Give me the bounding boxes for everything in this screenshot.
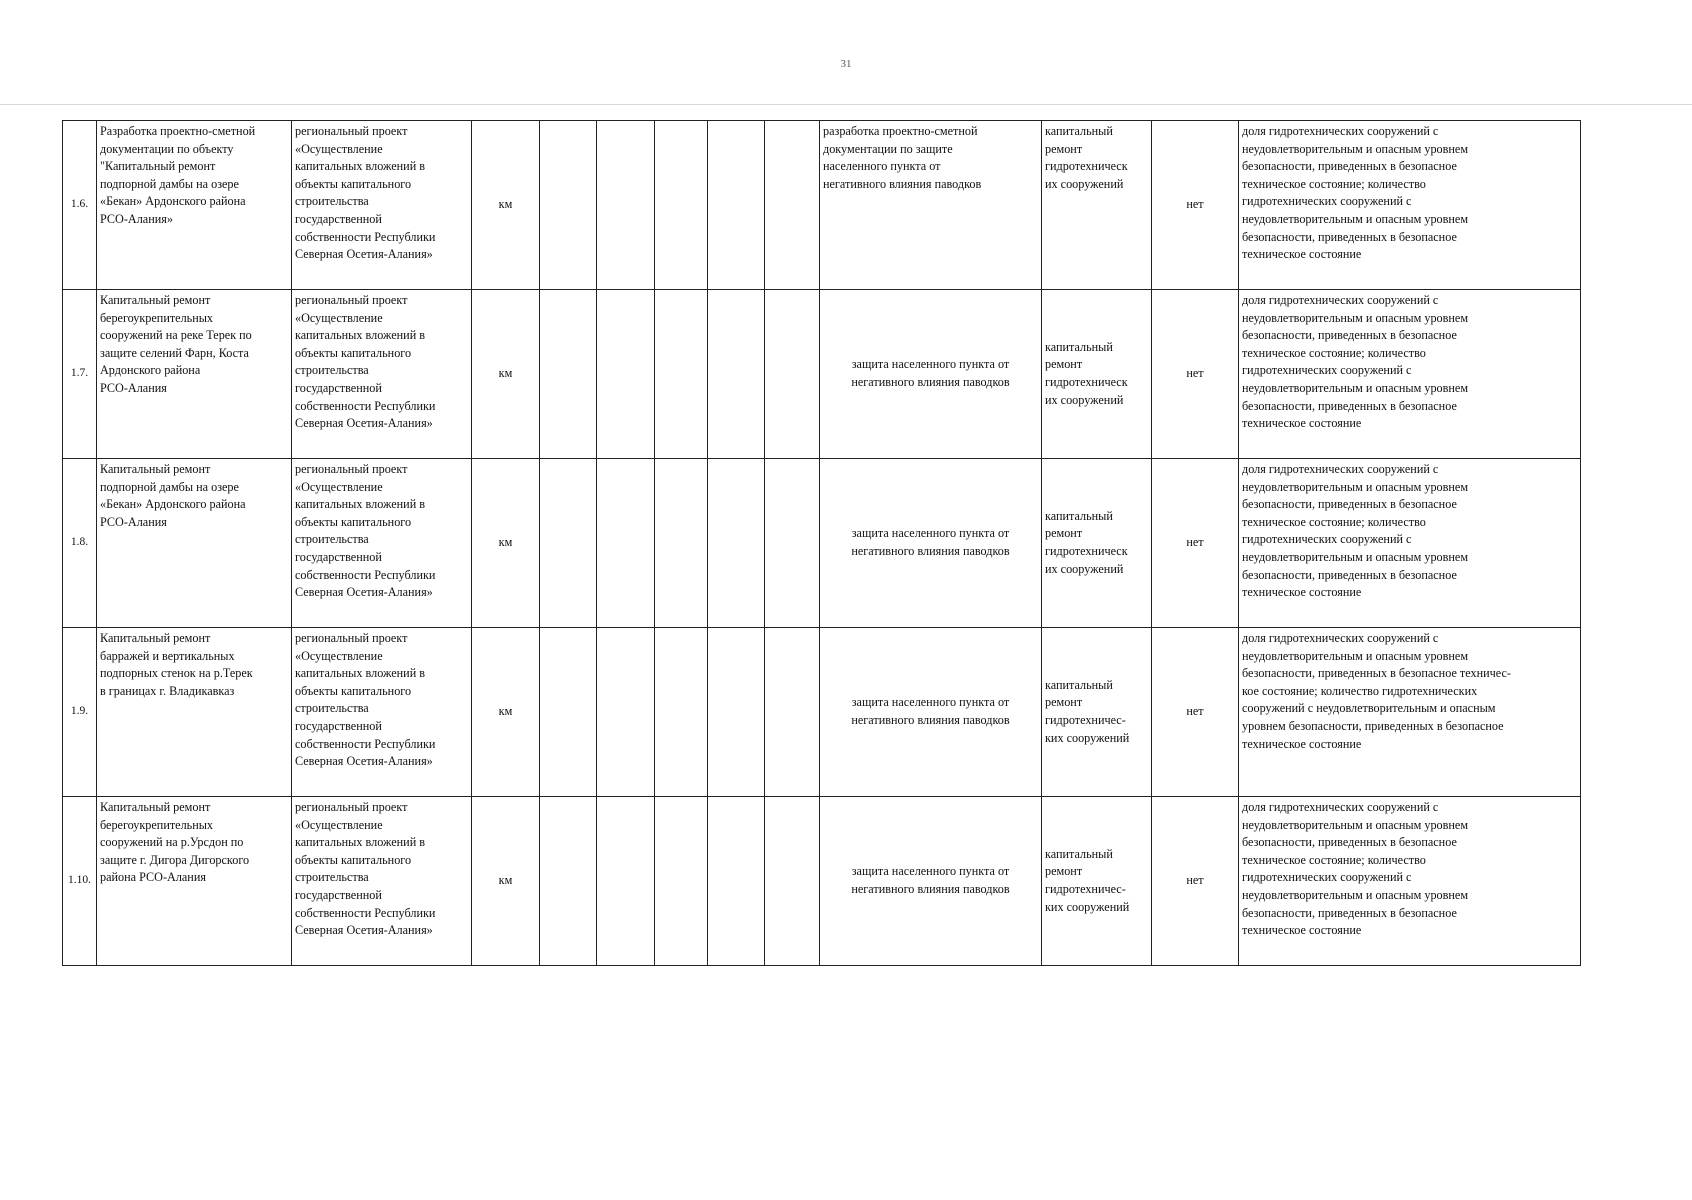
row-index-text: 1.10. [68,874,91,887]
empty-cell [708,797,765,966]
work-type [1042,290,1152,459]
empty-cell [597,628,655,797]
work-type-text: капитальный ремонт гидротехническ их сооружений [1045,124,1128,191]
regional-project [292,121,472,290]
empty-cell [597,459,655,628]
unit-of-measure [472,628,540,797]
empty-cell [765,797,820,966]
object-name-text: Разработка проектно-сметной документации по объекту "Капитальный ремонт подпорной дамбы на озере «Бекан» Ардонского района РСО-Алания» [100,124,256,226]
flag-value [1152,290,1239,459]
object-name [97,459,292,628]
work-type [1042,628,1152,797]
table-row [63,121,1581,290]
row-index [63,459,97,628]
flag-value-text: нет [1186,197,1204,212]
empty-cell [655,797,708,966]
empty-cell [540,797,597,966]
unit-of-measure-text: км [498,535,513,550]
empty-cell [597,797,655,966]
work-type [1042,797,1152,966]
measure-purpose [820,797,1042,966]
object-name [97,628,292,797]
row-index [63,290,97,459]
empty-cell [708,628,765,797]
result-indicator [1239,121,1581,290]
row-index [63,628,97,797]
empty-cell [597,290,655,459]
row-index-text: 1.9. [70,705,89,718]
row-index [63,121,97,290]
unit-of-measure-text: км [498,366,513,381]
empty-cell [765,290,820,459]
table-row [63,459,1581,628]
empty-cell [655,628,708,797]
object-name-text: Капитальный ремонт барражей и вертикальных подпорных стенок на р.Терек в границах г. Владикавказ [100,631,253,698]
unit-of-measure-text: км [498,873,513,888]
result-indicator [1239,628,1581,797]
measure-purpose-text: защита населенного пункта от негативного влияния паводков [851,695,1010,727]
regional-project [292,290,472,459]
object-name [97,797,292,966]
regional-project [292,628,472,797]
measure-purpose [820,121,1042,290]
regional-project-text: региональный проект «Осуществление капитальных вложений в объекты капитального строительства государственной собственности Республики Северная Осетия-Алания» [295,462,436,600]
empty-cell [540,628,597,797]
result-indicator-text: доля гидротехнических сооружений с неудовлетворительным и опасным уровнем безопасности, приведенных в безопасное техническое состояние; количество гидротехнических сооружений с неудовлетворительным и опасным уровнем безопасности, приведенных в безопасное техническое состояние [1242,293,1469,431]
measure-purpose [820,459,1042,628]
empty-cell [765,628,820,797]
empty-cell [765,121,820,290]
flag-value-text: нет [1186,535,1204,550]
empty-cell [765,459,820,628]
result-indicator-text: доля гидротехнических сооружений с неудовлетворительным и опасным уровнем безопасности, приведенных в безопасное техническое состояние; количество гидротехнических сооружений с неудовлетворительным и опасным уровнем безопасности, приведенных в безопасное техническое состояние [1242,124,1469,262]
measure-purpose [820,290,1042,459]
regional-project-text: региональный проект «Осуществление капитальных вложений в объекты капитального строительства государственной собственности Республики Северная Осетия-Алания» [295,631,436,769]
result-indicator-text: доля гидротехнических сооружений с неудовлетворительным и опасным уровнем безопасности, приведенных в безопасное техническое состояние; количество гидротехнических сооружений с неудовлетворительным и опасным уровнем безопасности, приведенных в безопасное техническое состояние [1242,800,1469,938]
flag-value [1152,797,1239,966]
flag-value [1152,121,1239,290]
empty-cell [597,121,655,290]
empty-cell [655,121,708,290]
unit-of-measure-text: км [498,197,513,212]
regional-project [292,797,472,966]
empty-cell [655,290,708,459]
empty-cell [708,459,765,628]
measure-purpose [820,628,1042,797]
empty-cell [540,459,597,628]
regional-project-text: региональный проект «Осуществление капитальных вложений в объекты капитального строительства государственной собственности Республики Северная Осетия-Алания» [295,124,436,262]
work-type-text: капитальный ремонт гидротехническ их сооружений [1045,508,1128,576]
page-number: 31 [840,58,852,70]
object-name-text: Капитальный ремонт берегоукрепительных сооружений на р.Урсдон по защите г. Дигора Дигорского района РСО-Алания [100,800,250,885]
empty-cell [540,121,597,290]
unit-of-measure [472,121,540,290]
empty-cell [708,121,765,290]
empty-cell [540,290,597,459]
work-type [1042,459,1152,628]
unit-of-measure-text: км [498,704,513,719]
row-index-text: 1.7. [70,367,89,380]
result-indicator [1239,459,1581,628]
regional-project [292,459,472,628]
measure-purpose-text: разработка проектно-сметной документации по защите населенного пункта от негативного влияния паводков [823,124,982,191]
row-index-text: 1.6. [70,198,89,211]
work-type [1042,121,1152,290]
measures-table [62,120,1581,966]
table-row [63,628,1581,797]
work-type-text: капитальный ремонт гидротехничес- ких сооружений [1045,677,1130,745]
row-index-text: 1.8. [70,536,89,549]
flag-value-text: нет [1186,704,1204,719]
empty-cell [655,459,708,628]
flag-value-text: нет [1186,873,1204,888]
measure-purpose-text: защита населенного пункта от негативного влияния паводков [851,864,1010,896]
object-name [97,121,292,290]
object-name-text: Капитальный ремонт подпорной дамбы на озере «Бекан» Ардонского района РСО-Алания [100,462,246,529]
work-type-text: капитальный ремонт гидротехничес- ких сооружений [1045,846,1130,914]
result-indicator-text: доля гидротехнических сооружений с неудовлетворительным и опасным уровнем безопасности, приведенных в безопасное техническое состояние; количество гидротехнических сооружений с неудовлетворительным и опасным уровнем безопасности, приведенных в безопасное техническое состояние [1242,462,1469,600]
flag-value [1152,459,1239,628]
table-row [63,797,1581,966]
regional-project-text: региональный проект «Осуществление капитальных вложений в объекты капитального строительства государственной собственности Республики Северная Осетия-Алания» [295,293,436,431]
object-name-text: Капитальный ремонт берегоукрепительных сооружений на реке Терек по защите селений Фарн, Коста Ардонского района РСО-Алания [100,293,252,395]
result-indicator-text: доля гидротехнических сооружений с неудовлетворительным и опасным уровнем безопасности, приведенных в безопасное техничес- кое состояние; количество гидротехнических сооружений с неудовлетворительным и опасным уровнем безопасности, приведенных в безопасное техническое состояние [1242,631,1511,751]
flag-value-text: нет [1186,366,1204,381]
unit-of-measure [472,290,540,459]
flag-value [1152,628,1239,797]
result-indicator [1239,797,1581,966]
measure-purpose-text: защита населенного пункта от негативного влияния паводков [851,526,1010,558]
unit-of-measure [472,459,540,628]
regional-project-text: региональный проект «Осуществление капитальных вложений в объекты капитального строительства государственной собственности Республики Северная Осетия-Алания» [295,800,436,938]
row-index [63,797,97,966]
unit-of-measure [472,797,540,966]
measure-purpose-text: защита населенного пункта от негативного влияния паводков [851,357,1010,389]
work-type-text: капитальный ремонт гидротехническ их сооружений [1045,339,1128,407]
table-body [63,121,1581,966]
empty-cell [708,290,765,459]
result-indicator [1239,290,1581,459]
object-name [97,290,292,459]
table-row [63,290,1581,459]
scan-line [0,104,1692,105]
